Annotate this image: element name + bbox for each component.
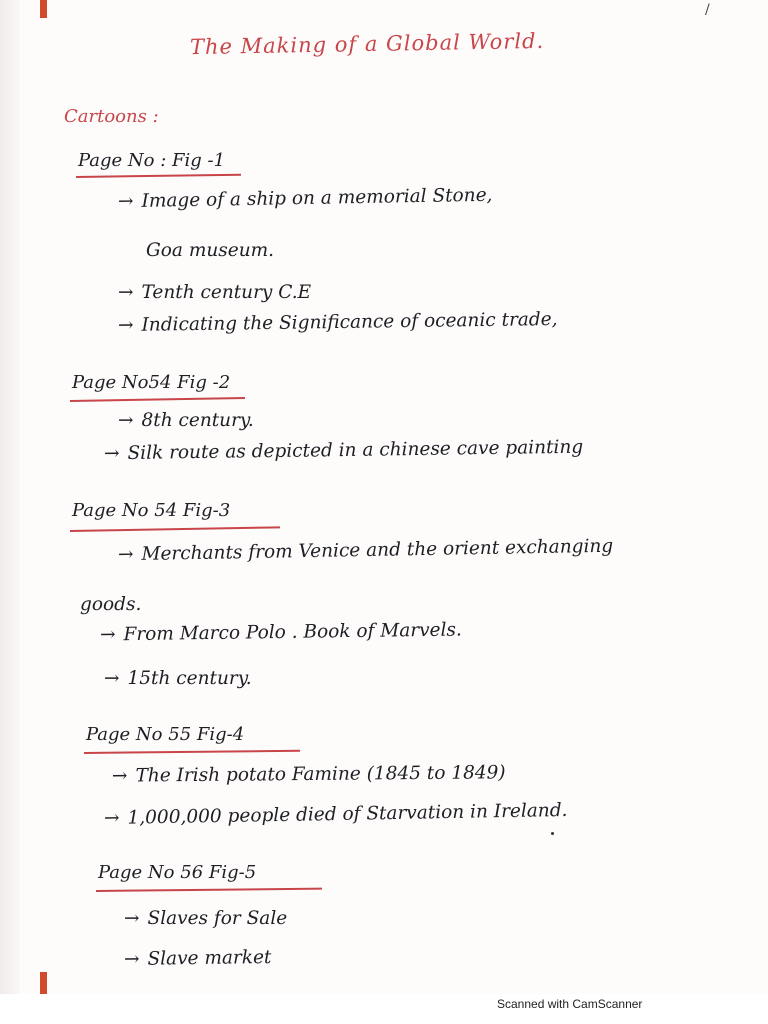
page-ref-underline	[70, 526, 280, 532]
page-ref-underline	[70, 397, 245, 402]
list-item	[118, 410, 254, 431]
page-ref-fig-2: Page No54 Fig -2	[72, 372, 231, 393]
red-margin-mark-top	[40, 0, 47, 18]
arrow-icon: →	[118, 282, 134, 303]
list-item	[124, 908, 287, 929]
list-item-continuation: goods.	[80, 594, 142, 615]
arrow-icon: →	[104, 668, 120, 689]
list-item	[104, 437, 583, 465]
item-text: Silk route as depicted in a chinese cave painting	[127, 436, 584, 465]
item-text: Slaves for Sale	[147, 908, 288, 929]
arrow-icon: →	[117, 544, 134, 566]
page-ref-underline	[84, 750, 300, 754]
page-title: The Making of a Global World.	[189, 28, 545, 60]
page-margin	[0, 0, 20, 1000]
list-item	[118, 536, 613, 566]
list-item	[104, 668, 252, 689]
arrow-icon: →	[103, 443, 120, 465]
list-item	[118, 309, 558, 336]
item-text: Slave market	[147, 946, 272, 970]
scanner-watermark: Scanned with CamScanner	[497, 997, 643, 1011]
page-ref-fig-5: Page No 56 Fig-5	[98, 862, 257, 883]
page-ref-fig-4: Page No 55 Fig-4	[86, 724, 245, 745]
arrow-icon: →	[117, 190, 134, 213]
list-item	[112, 762, 506, 786]
item-text: 1,000,000 people died of Starvation in Ireland.	[127, 799, 568, 829]
ink-dot	[551, 832, 554, 835]
red-margin-mark-bottom	[40, 972, 47, 994]
list-item	[124, 947, 272, 970]
scan-footer-band	[0, 994, 768, 1024]
item-text: Tenth century C.E	[141, 282, 312, 303]
item-text: Merchants from Venice and the orient exchanging	[141, 535, 614, 565]
arrow-icon: →	[124, 908, 140, 929]
list-item	[118, 185, 493, 213]
page-ref-underline	[96, 888, 322, 892]
item-text: 15th century.	[127, 668, 252, 689]
item-text: The Irish potato Famine (1845 to 1849)	[135, 762, 506, 787]
page-ref-fig-1: Page No : Fig -1	[78, 150, 226, 171]
list-item	[104, 800, 568, 829]
item-text: Image of a ship on a memorial Stone,	[141, 184, 493, 212]
arrow-icon: →	[111, 765, 128, 787]
arrow-icon: →	[117, 314, 134, 337]
item-text: 8th century.	[141, 410, 254, 431]
list-item	[118, 282, 311, 303]
arrow-icon: →	[99, 624, 116, 646]
list-item-continuation: Goa museum.	[146, 240, 275, 261]
item-text: From Marco Polo . Book of Marvels.	[123, 619, 462, 646]
corner-mark: /	[705, 2, 710, 18]
arrow-icon: →	[118, 410, 134, 431]
arrow-icon: →	[123, 948, 140, 971]
page-ref-underline	[76, 174, 241, 178]
page-ref-fig-3: Page No 54 Fig-3	[72, 500, 231, 521]
arrow-icon: →	[103, 807, 120, 830]
section-heading: Cartoons :	[64, 106, 159, 127]
item-text: Indicating the Significance of oceanic trade,	[141, 308, 558, 336]
list-item	[100, 619, 462, 645]
